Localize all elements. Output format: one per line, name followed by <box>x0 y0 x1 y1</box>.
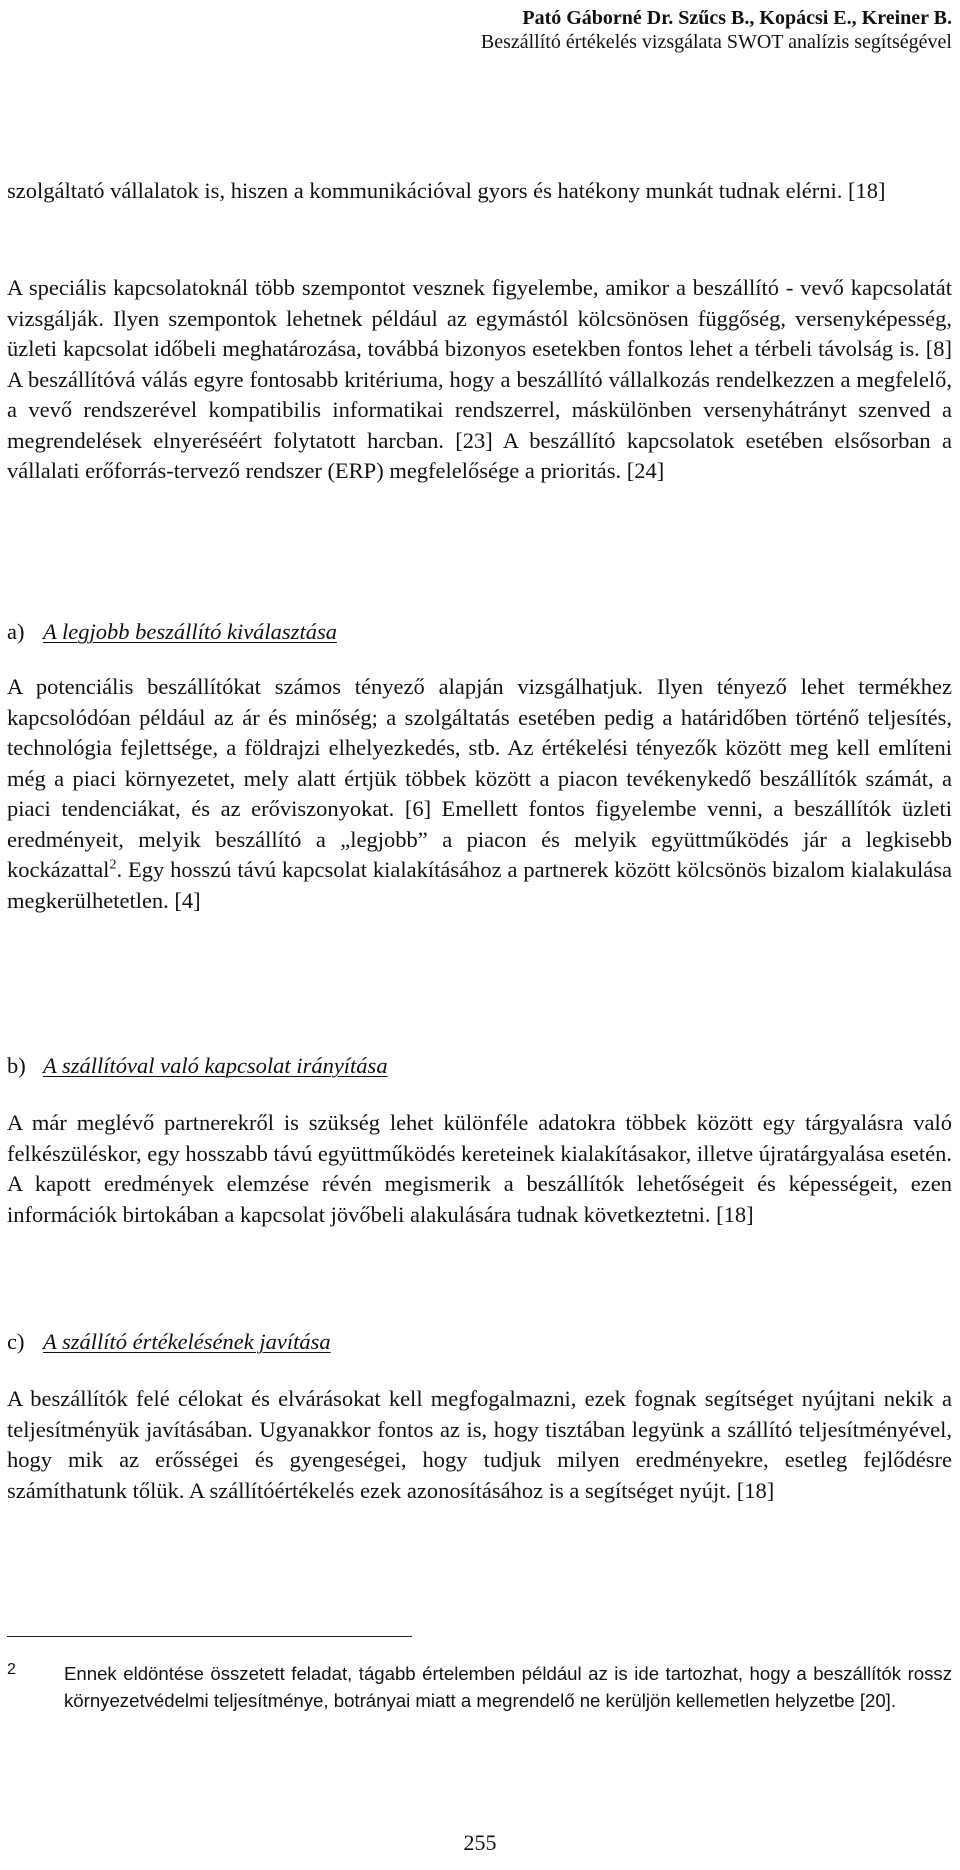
footnote-number: 2 <box>7 1661 16 1678</box>
section-letter-a: a) <box>7 619 25 644</box>
paragraph-special-relations: A speciális kapcsolatoknál több szempontot vesznek figyelembe, amikor a beszállító - vevő kapcsolatát vizsgálják. Ilyen szempontok lehetnek például az egymástól kölcsönösen függőség, versenyképesség, üzleti kapcsolat időbeli meghatározása, továbbá bizonyos esetekben fontos lehet a térbeli távolság is. [8] A beszállítóvá válás egyre fontosabb kritériuma, hogy a beszállító vállalkozás rendelkezzen a megfelelő, a vevő rendszerével kompatibilis informatikai rendszerrel, máskülönben versenyhátrányt szenved a megrendelések elnyeréséért folytatott harcban. [23] A beszállító kapcsolatok esetében elsősorban a vállalati erőforrás-tervező rendszer (ERP) megfelelősége a prioritás. [24] <box>7 275 952 483</box>
section-title-a: A legjobb beszállító kiválasztása <box>43 619 337 644</box>
paragraph-evaluation-improvement: A beszállítók felé célokat és elvárásokat kell megfogalmazni, ezek fognak segítséget nyújtani nekik a teljesítményük javításában. Ugyanakkor fontos az is, hogy tisztában legyünk a szállító teljesítményével, hogy mik az erősségei és gyengeségei, hogy tudjuk milyen eredményekre, esetleg fejlődésre számíthatunk tőlük. A szállítóértékelés ezek azonosításához is a segítséget nyújt. [18] <box>7 1386 952 1503</box>
footnote <box>7 1660 952 1714</box>
paragraph-continuation: szolgáltató vállalatok is, hiszen a kommunikációval gyors és hatékony munkát tudnak elérni. [18] <box>7 178 886 203</box>
running-header <box>481 6 952 54</box>
paragraph-best-supplier <box>7 672 952 916</box>
footnote-reference: 2 <box>109 857 117 873</box>
section-title-b: A szállítóval való kapcsolat irányítása <box>43 1053 388 1078</box>
header-authors: Pató Gáborné Dr. Szűcs B., Kopácsi E., Kreiner B. <box>522 7 952 29</box>
section-heading-a <box>7 617 337 647</box>
section-letter-b: b) <box>7 1053 26 1078</box>
footnote-text: Ennek eldöntése összetett feladat, tágabb értelemben például az is ide tartozhat, hogy a beszállítók rossz környezetvédelmi teljesítménye, botrányai miatt a megrendelő ne kerüljön kellemetlen helyzetbe [20]. <box>64 1663 952 1711</box>
section-heading-c <box>7 1327 331 1357</box>
page-number: 255 <box>463 1830 497 1855</box>
paragraph-best-supplier-text-end: . Egy hosszú távú kapcsolat kialakításához a partnerek között kölcsönös bizalom kialakulása megkerülhetetlen. [4] <box>7 857 952 913</box>
paragraph-best-supplier-text: A potenciális beszállítókat számos tényező alapján vizsgálhatjuk. Ilyen tényező lehet termékhez kapcsolódóan például az ár és minőség; a szolgáltatás esetében pedig a határidőben történő teljesítés, technológia fejlettsége, a földrajzi elhelyezkedés, stb. Az értékelési tényezők között meg kell említeni még a piaci környezetet, mely alatt értjük többek között a piacon tevékenykedő beszállítók számát, a piaci tendenciákat, és az erőviszonyokat. [6] Emellett fontos figyelembe venni, a beszállítók üzleti eredményeit, melyik beszállító a „legjobb” a piacon és melyik együttműködés jár a legkisebb kockázattal <box>7 674 952 882</box>
section-title-c: A szállító értékelésének javítása <box>43 1329 331 1354</box>
footnote-separator <box>7 1636 412 1637</box>
header-paper-title: Beszállító értékelés vizsgálata SWOT analízis segítségével <box>480 31 952 53</box>
paragraph-relationship-management: A már meglévő partnerekről is szükség lehet különféle adatokra többek között egy tárgyalásra való felkészüléskor, egy hosszabb távú együttműködés kereteinek kialakításakor, illetve újratárgyalása esetén. A kapott eredmények elemzése révén megismerik a beszállítók lehetőségeit és képességeit, ezen információk birtokában a kapcsolat jövőbeli alakulására tudnak következtetni. [18] <box>7 1110 952 1227</box>
section-heading-b <box>7 1051 388 1081</box>
section-letter-c: c) <box>7 1329 25 1354</box>
